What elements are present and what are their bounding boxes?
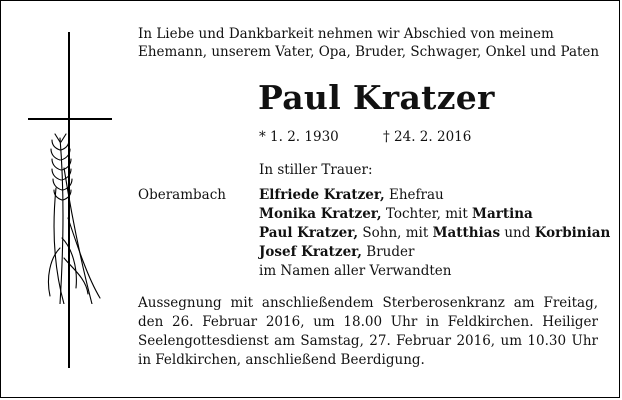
service-line: in Feldkirchen, anschließend Beerdigung.	[138, 352, 425, 368]
mourner-partner: Matthias	[432, 225, 501, 241]
service-line: Aussegnung mit anschließendem Sterberosenkranz am Freitag,	[138, 295, 598, 311]
mourner-relation: Tochter, mit	[381, 206, 473, 222]
mourner-name: Paul Kratzer,	[259, 225, 359, 241]
mourner-relation: im Namen aller Verwandten	[259, 263, 452, 279]
service-info	[138, 294, 598, 370]
mourner-entry	[259, 243, 610, 262]
mourner-name: Elfriede Kratzer,	[259, 187, 385, 203]
death-date: † 24. 2. 2016	[383, 129, 472, 145]
intro-line: Ehemann, unserem Vater, Opa, Bruder, Schwager, Onkel und Paten	[138, 44, 600, 60]
mourner-relation: Bruder	[362, 244, 415, 260]
place-name: Oberambach	[138, 187, 226, 203]
mourner-name: Josef Kratzer,	[259, 244, 363, 260]
mourner-list	[259, 186, 610, 281]
cross-icon-bar	[28, 118, 112, 120]
service-line: den 26. Februar 2016, um 18.00 Uhr in Feldkirchen. Heiliger	[138, 314, 598, 330]
deceased-name: Paul Kratzer	[258, 78, 495, 117]
mourner-entry	[259, 262, 610, 281]
mourner-partner: Martina	[472, 206, 533, 222]
mourner-partner: Korbinian	[534, 225, 611, 241]
mourner-entry	[259, 205, 610, 224]
mourner-name: Monika Kratzer,	[259, 206, 382, 222]
birth-date: * 1. 2. 1930	[259, 129, 339, 145]
mourning-label: In stiller Trauer:	[259, 162, 373, 178]
intro-line: In Liebe und Dankbarkeit nehmen wir Abschied von meinem	[138, 26, 554, 42]
mourner-relation: Sohn, mit	[358, 225, 433, 241]
mourner-entry	[259, 186, 610, 205]
mourner-relation: Ehefrau	[384, 187, 444, 203]
wheat-icon	[42, 128, 102, 304]
mourner-entry	[259, 224, 610, 243]
service-line: Seelengottesdienst am Samstag, 27. Februar 2016, um 10.30 Uhr	[138, 333, 598, 349]
mourner-conjunction: und	[500, 225, 535, 241]
intro-text	[138, 25, 598, 61]
